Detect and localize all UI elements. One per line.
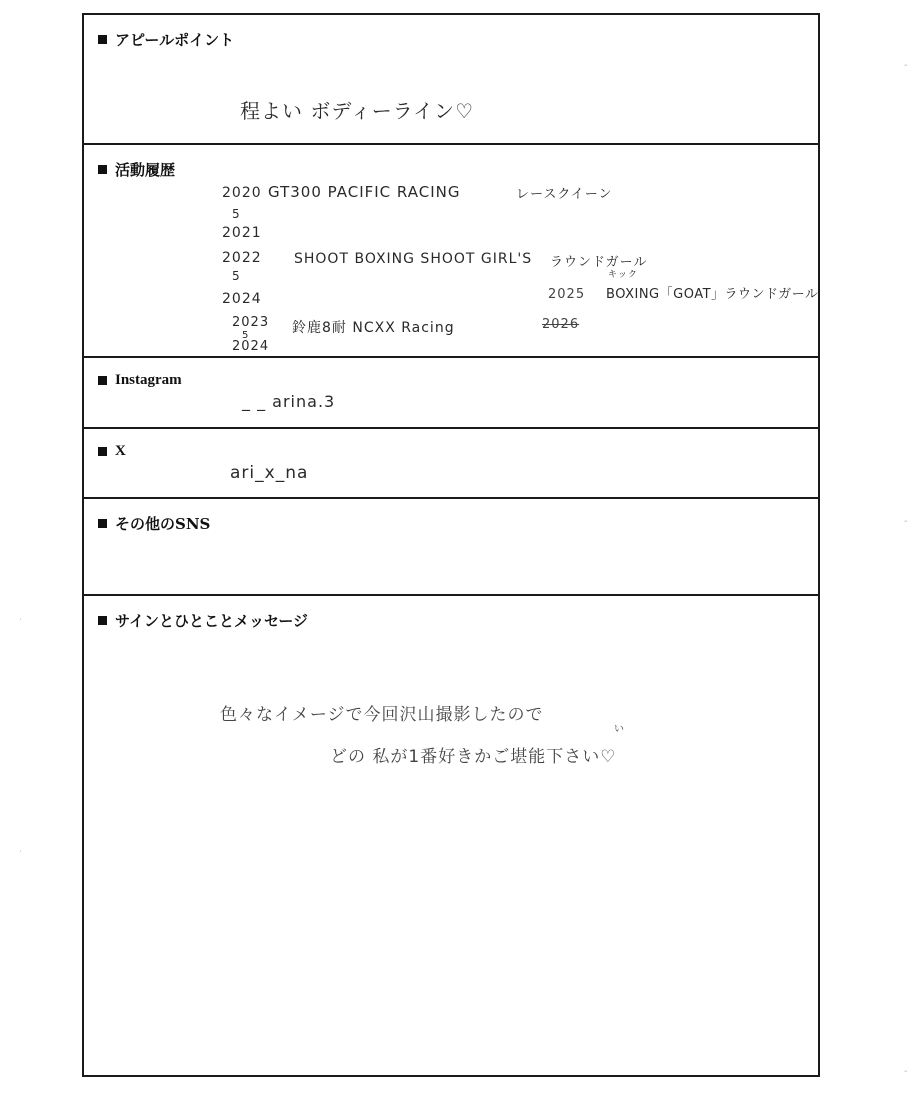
square-bullet-icon	[98, 35, 107, 44]
history-entry-3-year-end: 2024	[232, 339, 270, 354]
history-entry-3-text: 鈴鹿8耐 NCXX Racing	[292, 320, 455, 336]
history-entry-1-text: GT300 PACIFIC RACING	[268, 183, 461, 201]
margin-mark-right-2: -	[904, 516, 908, 527]
margin-mark-left-1: ˙	[18, 618, 23, 629]
instagram-header	[98, 372, 182, 389]
appeal-title: アピールポイント	[115, 31, 235, 49]
appeal-section	[84, 15, 818, 145]
history-extra-text: BOXING「GOAT」ラウンドガール	[606, 287, 819, 302]
history-entry-2-year-start: 2022	[222, 250, 262, 266]
margin-mark-left-2: ˙	[18, 850, 23, 861]
history-entry-1-year-end: 2021	[222, 225, 262, 241]
instagram-handle: _ _ arina.3	[242, 392, 336, 411]
appeal-header	[98, 29, 234, 50]
history-header	[98, 159, 175, 180]
message-title: サインとひとことメッセージ	[115, 612, 309, 630]
other-sns-header	[98, 513, 210, 534]
history-title: 活動履歴	[115, 161, 176, 179]
square-bullet-icon	[98, 165, 107, 174]
square-bullet-icon	[98, 519, 107, 528]
x-section	[84, 429, 818, 499]
history-entry-1-role: レースクイーン	[516, 187, 613, 202]
square-bullet-icon	[98, 376, 107, 385]
history-entry-3-year-start: 2023	[232, 315, 270, 330]
history-entry-2-sep: 5	[232, 269, 241, 283]
history-extra-year-start: 2025	[548, 287, 586, 302]
history-entry-3-sep: 5	[242, 330, 250, 341]
history-entry-2-text: SHOOT BOXING SHOOT GIRL'S	[294, 251, 533, 267]
square-bullet-icon	[98, 616, 107, 625]
instagram-title: Instagram	[115, 372, 182, 388]
x-handle: ari_x_na	[230, 463, 309, 483]
square-bullet-icon	[98, 447, 107, 456]
appeal-text: 程よい ボディーライン♡	[240, 99, 475, 123]
history-extra-year-end: 2026	[542, 317, 580, 332]
history-entry-2-role: ラウンドガール	[550, 255, 648, 270]
x-title: X	[115, 443, 126, 459]
margin-mark-right-3: -	[904, 1066, 908, 1077]
message-line-2: どの 私が1番好きかご堪能下さい♡	[330, 747, 617, 767]
instagram-section	[84, 358, 818, 429]
message-line-1: 色々なイメージで今回沢山撮影したので	[220, 705, 544, 725]
other-sns-title: その他のSNS	[115, 515, 211, 533]
form-sheet	[82, 13, 820, 1077]
history-entry-1-year-start: 2020	[222, 185, 262, 201]
x-header	[98, 443, 126, 460]
margin-mark-right-1: -	[904, 60, 908, 71]
message-header	[98, 610, 308, 631]
history-entry-1-sep: 5	[232, 207, 241, 221]
message-section	[84, 596, 818, 1077]
history-section	[84, 145, 818, 358]
history-entry-2-year-end: 2024	[222, 291, 262, 307]
history-extra-kick: キック	[608, 270, 638, 280]
other-sns-section	[84, 499, 818, 596]
message-mark: い	[614, 724, 625, 735]
